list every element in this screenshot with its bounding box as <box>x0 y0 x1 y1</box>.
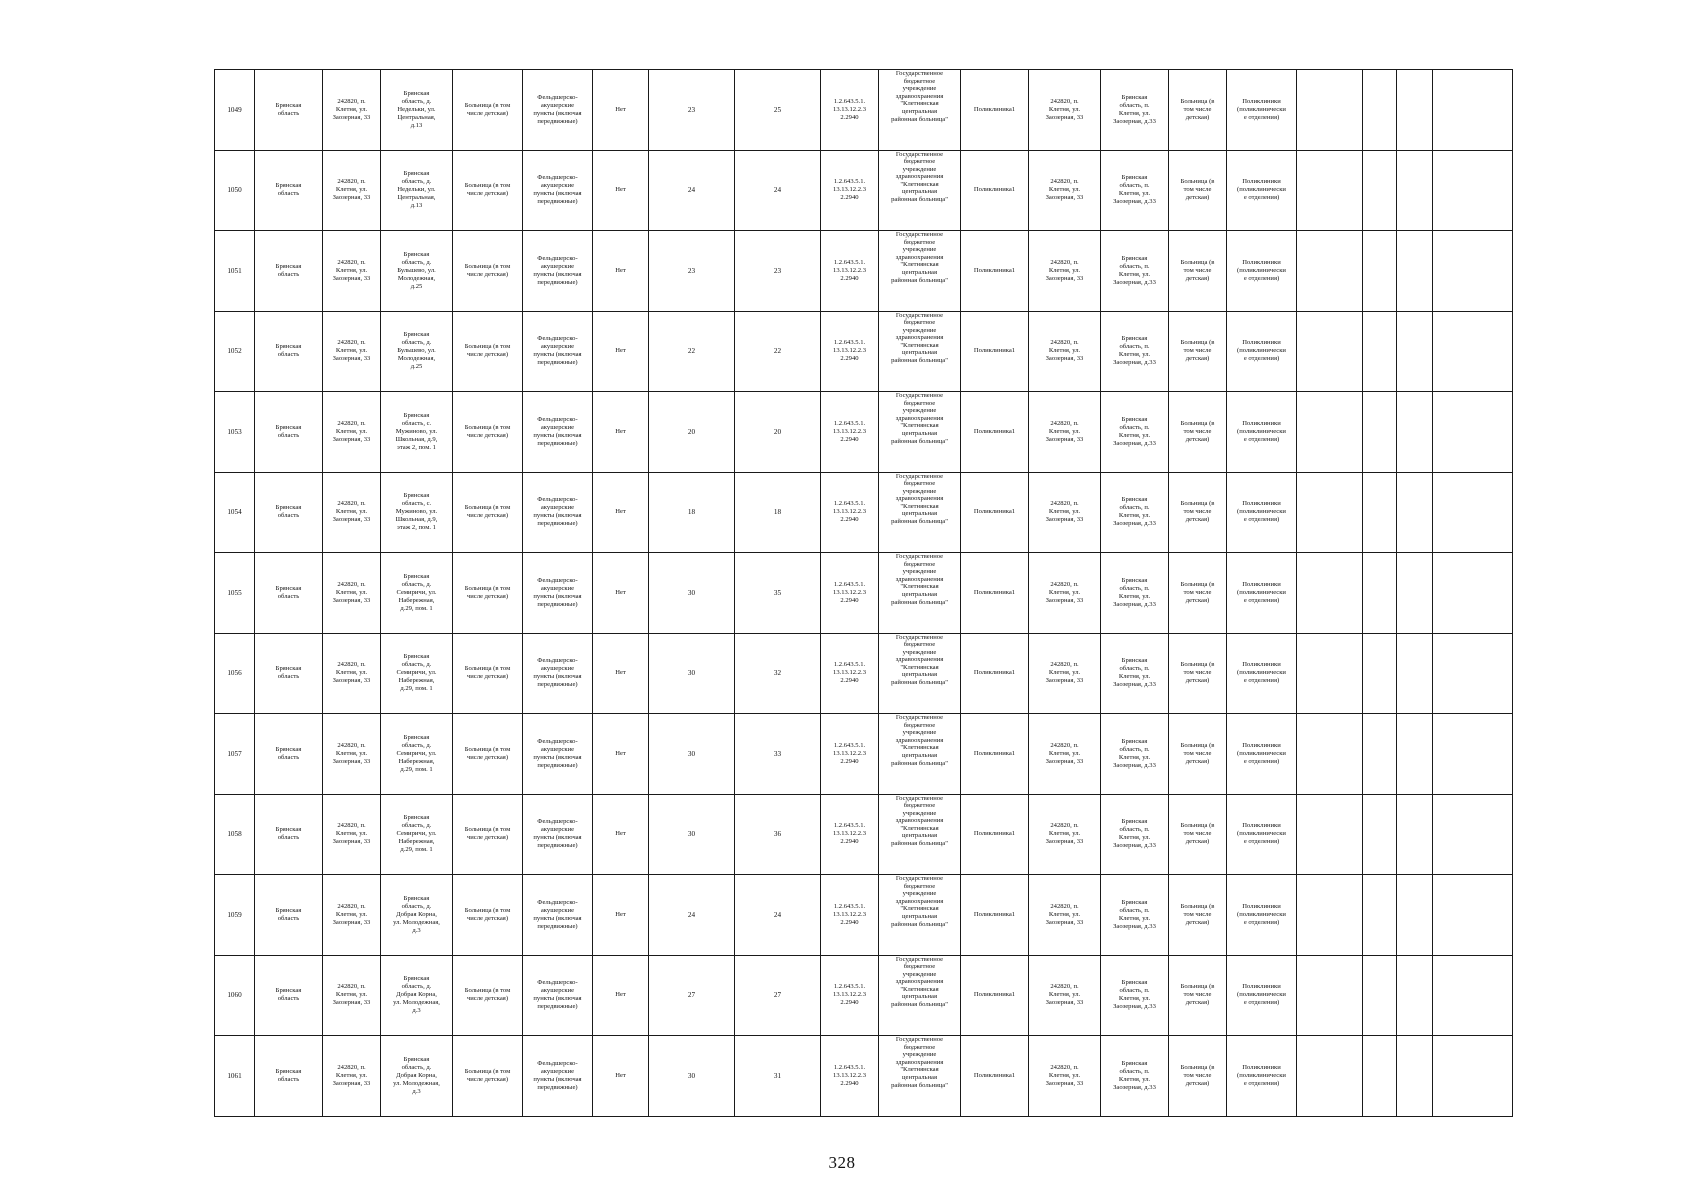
oid-code-cell: 1.2.643.5.1. 13.13.12.2.3 2.2940 <box>821 955 879 1036</box>
org-address-cell: 242820, п. Клетня, ул. Заозерная, 33 <box>323 955 381 1036</box>
table-row <box>215 1036 1513 1117</box>
region-cell: Брянская область <box>255 633 323 714</box>
division-location-cell: Брянская область, п. Клетня, ул. Заозерная, д.33 <box>1101 472 1169 553</box>
value-b-cell: 23 <box>735 231 821 312</box>
org-type-cell: Больница (в том числе детская) <box>453 231 523 312</box>
location-cell: Брянская область, д. Добрая Корна, ул. Молодежная, д.3 <box>381 875 453 956</box>
empty-cell <box>1433 955 1513 1036</box>
org-address-cell: 242820, п. Клетня, ул. Заозерная, 33 <box>323 311 381 392</box>
region-cell: Брянская область <box>255 875 323 956</box>
flag-cell: Нет <box>593 311 649 392</box>
division-address-cell: 242820, п. Клетня, ул. Заозерная, 33 <box>1029 150 1101 231</box>
value-b-cell: 36 <box>735 794 821 875</box>
org-type-cell: Больница (в том числе детская) <box>453 633 523 714</box>
empty-cell <box>1397 70 1433 151</box>
empty-cell <box>1297 70 1363 151</box>
division-location-cell: Брянская область, п. Клетня, ул. Заозерная, д.33 <box>1101 875 1169 956</box>
division-kind-cell: Поликлиники (поликлинически е отделения) <box>1227 150 1297 231</box>
institution-cell: Государственное бюджетное учреждение здравоохранения "Клетнянская центральная районная больница" <box>879 311 961 392</box>
org-address-cell: 242820, п. Клетня, ул. Заозерная, 33 <box>323 633 381 714</box>
row-number: 1050 <box>215 150 255 231</box>
row-number: 1059 <box>215 875 255 956</box>
location-cell: Брянская область, д. Семиричи, ул. Набережная, д.29, пом. 1 <box>381 714 453 795</box>
empty-cell <box>1297 311 1363 392</box>
empty-cell <box>1363 311 1397 392</box>
institution-cell: Государственное бюджетное учреждение здравоохранения "Клетнянская центральная районная больница" <box>879 794 961 875</box>
division-address-cell: 242820, п. Клетня, ул. Заозерная, 33 <box>1029 70 1101 151</box>
division-cell: Поликлиника1 <box>961 794 1029 875</box>
empty-cell <box>1433 150 1513 231</box>
region-cell: Брянская область <box>255 472 323 553</box>
table-row <box>215 633 1513 714</box>
division-location-cell: Брянская область, п. Клетня, ул. Заозерная, д.33 <box>1101 150 1169 231</box>
oid-code-cell: 1.2.643.5.1. 13.13.12.2.3 2.2940 <box>821 231 879 312</box>
division-kind-cell: Поликлиники (поликлинически е отделения) <box>1227 794 1297 875</box>
institution-cell: Государственное бюджетное учреждение здравоохранения "Клетнянская центральная районная больница" <box>879 231 961 312</box>
table-row <box>215 955 1513 1036</box>
division-address-cell: 242820, п. Клетня, ул. Заозерная, 33 <box>1029 633 1101 714</box>
flag-cell: Нет <box>593 231 649 312</box>
division-address-cell: 242820, п. Клетня, ул. Заозерная, 33 <box>1029 1036 1101 1117</box>
flag-cell: Нет <box>593 955 649 1036</box>
division-location-cell: Брянская область, п. Клетня, ул. Заозерная, д.33 <box>1101 311 1169 392</box>
location-cell: Брянская область, д. Добрая Корна, ул. Молодежная, д.3 <box>381 1036 453 1117</box>
row-number: 1060 <box>215 955 255 1036</box>
empty-cell <box>1363 553 1397 634</box>
division-address-cell: 242820, п. Клетня, ул. Заозерная, 33 <box>1029 955 1101 1036</box>
division-address-cell: 242820, п. Клетня, ул. Заозерная, 33 <box>1029 472 1101 553</box>
location-cell: Брянская область, д. Недельки, ул. Центральная, д.13 <box>381 70 453 151</box>
location-cell: Брянская область, д. Семиричи, ул. Набережная, д.29, пом. 1 <box>381 794 453 875</box>
flag-cell: Нет <box>593 875 649 956</box>
division-kind-cell: Поликлиники (поликлинически е отделения) <box>1227 714 1297 795</box>
division-cell: Поликлиника1 <box>961 231 1029 312</box>
division-type-cell: Больница (в том числе детская) <box>1169 392 1227 473</box>
value-a-cell: 30 <box>649 633 735 714</box>
empty-cell <box>1397 714 1433 795</box>
value-b-cell: 27 <box>735 955 821 1036</box>
division-cell: Поликлиника1 <box>961 311 1029 392</box>
flag-cell: Нет <box>593 794 649 875</box>
division-type-cell: Больница (в том числе детская) <box>1169 70 1227 151</box>
division-kind-cell: Поликлиники (поликлинически е отделения) <box>1227 553 1297 634</box>
org-address-cell: 242820, п. Клетня, ул. Заозерная, 33 <box>323 714 381 795</box>
empty-cell <box>1363 472 1397 553</box>
table-row <box>215 311 1513 392</box>
empty-cell <box>1363 392 1397 473</box>
value-a-cell: 30 <box>649 794 735 875</box>
empty-cell <box>1363 231 1397 312</box>
flag-cell: Нет <box>593 714 649 795</box>
institution-cell: Государственное бюджетное учреждение здравоохранения "Клетнянская центральная районная больница" <box>879 714 961 795</box>
org-type-cell: Больница (в том числе детская) <box>453 714 523 795</box>
empty-cell <box>1297 392 1363 473</box>
empty-cell <box>1363 714 1397 795</box>
oid-code-cell: 1.2.643.5.1. 13.13.12.2.3 2.2940 <box>821 150 879 231</box>
empty-cell <box>1397 794 1433 875</box>
empty-cell <box>1433 231 1513 312</box>
value-b-cell: 33 <box>735 714 821 795</box>
org-type-cell: Больница (в том числе детская) <box>453 70 523 151</box>
division-kind-cell: Поликлиники (поликлинически е отделения) <box>1227 955 1297 1036</box>
division-cell: Поликлиника1 <box>961 633 1029 714</box>
org-address-cell: 242820, п. Клетня, ул. Заозерная, 33 <box>323 70 381 151</box>
empty-cell <box>1297 1036 1363 1117</box>
flag-cell: Нет <box>593 633 649 714</box>
division-location-cell: Брянская область, п. Клетня, ул. Заозерная, д.33 <box>1101 955 1169 1036</box>
empty-cell <box>1433 472 1513 553</box>
division-location-cell: Брянская область, п. Клетня, ул. Заозерная, д.33 <box>1101 633 1169 714</box>
division-type-cell: Больница (в том числе детская) <box>1169 875 1227 956</box>
unit-type-cell: Фельдшерско- акушерские пункты (включая передвижные) <box>523 714 593 795</box>
division-address-cell: 242820, п. Клетня, ул. Заозерная, 33 <box>1029 231 1101 312</box>
division-cell: Поликлиника1 <box>961 472 1029 553</box>
oid-code-cell: 1.2.643.5.1. 13.13.12.2.3 2.2940 <box>821 633 879 714</box>
division-type-cell: Больница (в том числе детская) <box>1169 633 1227 714</box>
region-cell: Брянская область <box>255 794 323 875</box>
division-location-cell: Брянская область, п. Клетня, ул. Заозерная, д.33 <box>1101 1036 1169 1117</box>
division-location-cell: Брянская область, п. Клетня, ул. Заозерная, д.33 <box>1101 714 1169 795</box>
division-type-cell: Больница (в том числе детская) <box>1169 150 1227 231</box>
division-type-cell: Больница (в том числе детская) <box>1169 231 1227 312</box>
unit-type-cell: Фельдшерско- акушерские пункты (включая передвижные) <box>523 392 593 473</box>
division-location-cell: Брянская область, п. Клетня, ул. Заозерная, д.33 <box>1101 392 1169 473</box>
institution-cell: Государственное бюджетное учреждение здравоохранения "Клетнянская центральная районная больница" <box>879 875 961 956</box>
empty-cell <box>1397 472 1433 553</box>
unit-type-cell: Фельдшерско- акушерские пункты (включая передвижные) <box>523 794 593 875</box>
region-cell: Брянская область <box>255 231 323 312</box>
value-b-cell: 31 <box>735 1036 821 1117</box>
oid-code-cell: 1.2.643.5.1. 13.13.12.2.3 2.2940 <box>821 70 879 151</box>
org-address-cell: 242820, п. Клетня, ул. Заозерная, 33 <box>323 875 381 956</box>
row-number: 1057 <box>215 714 255 795</box>
oid-code-cell: 1.2.643.5.1. 13.13.12.2.3 2.2940 <box>821 311 879 392</box>
flag-cell: Нет <box>593 472 649 553</box>
org-type-cell: Больница (в том числе детская) <box>453 1036 523 1117</box>
value-a-cell: 30 <box>649 714 735 795</box>
empty-cell <box>1297 794 1363 875</box>
empty-cell <box>1363 150 1397 231</box>
division-type-cell: Больница (в том числе детская) <box>1169 794 1227 875</box>
table-row <box>215 392 1513 473</box>
org-type-cell: Больница (в том числе детская) <box>453 955 523 1036</box>
division-kind-cell: Поликлиники (поликлинически е отделения) <box>1227 1036 1297 1117</box>
unit-type-cell: Фельдшерско- акушерские пункты (включая передвижные) <box>523 955 593 1036</box>
division-address-cell: 242820, п. Клетня, ул. Заозерная, 33 <box>1029 311 1101 392</box>
empty-cell <box>1397 150 1433 231</box>
org-address-cell: 242820, п. Клетня, ул. Заозерная, 33 <box>323 553 381 634</box>
row-number: 1055 <box>215 553 255 634</box>
unit-type-cell: Фельдшерско- акушерские пункты (включая передвижные) <box>523 472 593 553</box>
unit-type-cell: Фельдшерско- акушерские пункты (включая передвижные) <box>523 1036 593 1117</box>
oid-code-cell: 1.2.643.5.1. 13.13.12.2.3 2.2940 <box>821 714 879 795</box>
division-cell: Поликлиника1 <box>961 1036 1029 1117</box>
location-cell: Брянская область, д. Добрая Корна, ул. Молодежная, д.3 <box>381 955 453 1036</box>
value-b-cell: 32 <box>735 633 821 714</box>
org-address-cell: 242820, п. Клетня, ул. Заозерная, 33 <box>323 231 381 312</box>
empty-cell <box>1433 1036 1513 1117</box>
value-b-cell: 24 <box>735 150 821 231</box>
empty-cell <box>1363 875 1397 956</box>
institution-cell: Государственное бюджетное учреждение здравоохранения "Клетнянская центральная районная больница" <box>879 472 961 553</box>
value-a-cell: 30 <box>649 1036 735 1117</box>
division-kind-cell: Поликлиники (поликлинически е отделения) <box>1227 311 1297 392</box>
value-b-cell: 25 <box>735 70 821 151</box>
table-row <box>215 875 1513 956</box>
division-kind-cell: Поликлиники (поликлинически е отделения) <box>1227 633 1297 714</box>
org-type-cell: Больница (в том числе детская) <box>453 150 523 231</box>
region-cell: Брянская область <box>255 1036 323 1117</box>
row-number: 1054 <box>215 472 255 553</box>
value-a-cell: 23 <box>649 231 735 312</box>
institution-cell: Государственное бюджетное учреждение здравоохранения "Клетнянская центральная районная больница" <box>879 392 961 473</box>
division-type-cell: Больница (в том числе детская) <box>1169 311 1227 392</box>
region-cell: Брянская область <box>255 553 323 634</box>
empty-cell <box>1433 875 1513 956</box>
value-b-cell: 22 <box>735 311 821 392</box>
location-cell: Брянская область, д. Недельки, ул. Центральная, д.13 <box>381 150 453 231</box>
row-number: 1049 <box>215 70 255 151</box>
page-number: 328 <box>828 1153 856 1172</box>
division-type-cell: Больница (в том числе детская) <box>1169 714 1227 795</box>
empty-cell <box>1363 955 1397 1036</box>
empty-cell <box>1397 392 1433 473</box>
value-b-cell: 24 <box>735 875 821 956</box>
oid-code-cell: 1.2.643.5.1. 13.13.12.2.3 2.2940 <box>821 392 879 473</box>
empty-cell <box>1297 150 1363 231</box>
value-a-cell: 24 <box>649 150 735 231</box>
org-address-cell: 242820, п. Клетня, ул. Заозерная, 33 <box>323 392 381 473</box>
division-address-cell: 242820, п. Клетня, ул. Заозерная, 33 <box>1029 794 1101 875</box>
division-cell: Поликлиника1 <box>961 70 1029 151</box>
value-a-cell: 23 <box>649 70 735 151</box>
division-cell: Поликлиника1 <box>961 955 1029 1036</box>
empty-cell <box>1297 472 1363 553</box>
table-row <box>215 714 1513 795</box>
institution-cell: Государственное бюджетное учреждение здравоохранения "Клетнянская центральная районная больница" <box>879 1036 961 1117</box>
division-location-cell: Брянская область, п. Клетня, ул. Заозерная, д.33 <box>1101 70 1169 151</box>
empty-cell <box>1433 392 1513 473</box>
division-kind-cell: Поликлиники (поликлинически е отделения) <box>1227 392 1297 473</box>
region-cell: Брянская область <box>255 311 323 392</box>
flag-cell: Нет <box>593 1036 649 1117</box>
value-a-cell: 20 <box>649 392 735 473</box>
value-a-cell: 24 <box>649 875 735 956</box>
empty-cell <box>1397 1036 1433 1117</box>
table-row <box>215 150 1513 231</box>
row-number: 1056 <box>215 633 255 714</box>
row-number: 1052 <box>215 311 255 392</box>
row-number: 1051 <box>215 231 255 312</box>
org-type-cell: Больница (в том числе детская) <box>453 553 523 634</box>
table-row <box>215 231 1513 312</box>
unit-type-cell: Фельдшерско- акушерские пункты (включая передвижные) <box>523 875 593 956</box>
region-cell: Брянская область <box>255 70 323 151</box>
empty-cell <box>1363 633 1397 714</box>
row-number: 1053 <box>215 392 255 473</box>
empty-cell <box>1363 1036 1397 1117</box>
unit-type-cell: Фельдшерско- акушерские пункты (включая передвижные) <box>523 150 593 231</box>
division-cell: Поликлиника1 <box>961 553 1029 634</box>
table-row <box>215 70 1513 151</box>
region-cell: Брянская область <box>255 955 323 1036</box>
division-kind-cell: Поликлиники (поликлинически е отделения) <box>1227 472 1297 553</box>
division-location-cell: Брянская область, п. Клетня, ул. Заозерная, д.33 <box>1101 553 1169 634</box>
value-b-cell: 35 <box>735 553 821 634</box>
division-cell: Поликлиника1 <box>961 875 1029 956</box>
empty-cell <box>1397 955 1433 1036</box>
flag-cell: Нет <box>593 150 649 231</box>
unit-type-cell: Фельдшерско- акушерские пункты (включая передвижные) <box>523 553 593 634</box>
table-row <box>215 472 1513 553</box>
value-a-cell: 22 <box>649 311 735 392</box>
flag-cell: Нет <box>593 70 649 151</box>
division-address-cell: 242820, п. Клетня, ул. Заозерная, 33 <box>1029 875 1101 956</box>
location-cell: Брянская область, с. Мужиново, ул. Школьная, д.9, этаж 2, пом. 1 <box>381 472 453 553</box>
registry-table <box>214 69 1513 1117</box>
region-cell: Брянская область <box>255 150 323 231</box>
empty-cell <box>1397 311 1433 392</box>
value-b-cell: 20 <box>735 392 821 473</box>
division-type-cell: Больница (в том числе детская) <box>1169 553 1227 634</box>
institution-cell: Государственное бюджетное учреждение здравоохранения "Клетнянская центральная районная больница" <box>879 955 961 1036</box>
oid-code-cell: 1.2.643.5.1. 13.13.12.2.3 2.2940 <box>821 472 879 553</box>
empty-cell <box>1297 875 1363 956</box>
org-type-cell: Больница (в том числе детская) <box>453 392 523 473</box>
org-address-cell: 242820, п. Клетня, ул. Заозерная, 33 <box>323 794 381 875</box>
division-address-cell: 242820, п. Клетня, ул. Заозерная, 33 <box>1029 714 1101 795</box>
empty-cell <box>1433 311 1513 392</box>
division-type-cell: Больница (в том числе детская) <box>1169 955 1227 1036</box>
org-address-cell: 242820, п. Клетня, ул. Заозерная, 33 <box>323 472 381 553</box>
division-address-cell: 242820, п. Клетня, ул. Заозерная, 33 <box>1029 392 1101 473</box>
division-cell: Поликлиника1 <box>961 150 1029 231</box>
division-kind-cell: Поликлиники (поликлинически е отделения) <box>1227 875 1297 956</box>
empty-cell <box>1433 70 1513 151</box>
location-cell: Брянская область, д. Семиричи, ул. Набережная, д.29, пом. 1 <box>381 553 453 634</box>
division-kind-cell: Поликлиники (поликлинически е отделения) <box>1227 231 1297 312</box>
unit-type-cell: Фельдшерско- акушерские пункты (включая передвижные) <box>523 231 593 312</box>
location-cell: Брянская область, д. Семиричи, ул. Набережная, д.29, пом. 1 <box>381 633 453 714</box>
region-cell: Брянская область <box>255 392 323 473</box>
empty-cell <box>1363 794 1397 875</box>
oid-code-cell: 1.2.643.5.1. 13.13.12.2.3 2.2940 <box>821 553 879 634</box>
division-cell: Поликлиника1 <box>961 714 1029 795</box>
location-cell: Брянская область, с. Мужиново, ул. Школьная, д.9, этаж 2, пом. 1 <box>381 392 453 473</box>
division-cell: Поликлиника1 <box>961 392 1029 473</box>
oid-code-cell: 1.2.643.5.1. 13.13.12.2.3 2.2940 <box>821 794 879 875</box>
org-address-cell: 242820, п. Клетня, ул. Заозерная, 33 <box>323 150 381 231</box>
org-type-cell: Больница (в том числе детская) <box>453 472 523 553</box>
institution-cell: Государственное бюджетное учреждение здравоохранения "Клетнянская центральная районная больница" <box>879 70 961 151</box>
org-type-cell: Больница (в том числе детская) <box>453 311 523 392</box>
location-cell: Брянская область, д. Бульшево, ул. Молодежная, д.25 <box>381 311 453 392</box>
value-a-cell: 18 <box>649 472 735 553</box>
institution-cell: Государственное бюджетное учреждение здравоохранения "Клетнянская центральная районная больница" <box>879 633 961 714</box>
institution-cell: Государственное бюджетное учреждение здравоохранения "Клетнянская центральная районная больница" <box>879 150 961 231</box>
empty-cell <box>1397 633 1433 714</box>
table-row <box>215 794 1513 875</box>
org-type-cell: Больница (в том числе детская) <box>453 875 523 956</box>
empty-cell <box>1363 70 1397 151</box>
row-number: 1061 <box>215 1036 255 1117</box>
division-type-cell: Больница (в том числе детская) <box>1169 1036 1227 1117</box>
region-cell: Брянская область <box>255 714 323 795</box>
division-location-cell: Брянская область, п. Клетня, ул. Заозерная, д.33 <box>1101 794 1169 875</box>
unit-type-cell: Фельдшерско- акушерские пункты (включая передвижные) <box>523 70 593 151</box>
org-address-cell: 242820, п. Клетня, ул. Заозерная, 33 <box>323 1036 381 1117</box>
empty-cell <box>1433 794 1513 875</box>
table-row <box>215 553 1513 634</box>
location-cell: Брянская область, д. Бульшево, ул. Молодежная, д.25 <box>381 231 453 312</box>
empty-cell <box>1433 633 1513 714</box>
value-a-cell: 27 <box>649 955 735 1036</box>
empty-cell <box>1397 875 1433 956</box>
flag-cell: Нет <box>593 553 649 634</box>
division-location-cell: Брянская область, п. Клетня, ул. Заозерная, д.33 <box>1101 231 1169 312</box>
empty-cell <box>1297 553 1363 634</box>
division-kind-cell: Поликлиники (поликлинически е отделения) <box>1227 70 1297 151</box>
empty-cell <box>1297 955 1363 1036</box>
empty-cell <box>1297 231 1363 312</box>
empty-cell <box>1297 714 1363 795</box>
division-address-cell: 242820, п. Клетня, ул. Заозерная, 33 <box>1029 553 1101 634</box>
empty-cell <box>1397 231 1433 312</box>
division-type-cell: Больница (в том числе детская) <box>1169 472 1227 553</box>
oid-code-cell: 1.2.643.5.1. 13.13.12.2.3 2.2940 <box>821 875 879 956</box>
flag-cell: Нет <box>593 392 649 473</box>
institution-cell: Государственное бюджетное учреждение здравоохранения "Клетнянская центральная районная больница" <box>879 553 961 634</box>
unit-type-cell: Фельдшерско- акушерские пункты (включая передвижные) <box>523 633 593 714</box>
row-number: 1058 <box>215 794 255 875</box>
empty-cell <box>1433 714 1513 795</box>
table-body <box>215 70 1513 1117</box>
empty-cell <box>1433 553 1513 634</box>
value-b-cell: 18 <box>735 472 821 553</box>
value-a-cell: 30 <box>649 553 735 634</box>
unit-type-cell: Фельдшерско- акушерские пункты (включая передвижные) <box>523 311 593 392</box>
org-type-cell: Больница (в том числе детская) <box>453 794 523 875</box>
empty-cell <box>1397 553 1433 634</box>
empty-cell <box>1297 633 1363 714</box>
oid-code-cell: 1.2.643.5.1. 13.13.12.2.3 2.2940 <box>821 1036 879 1117</box>
